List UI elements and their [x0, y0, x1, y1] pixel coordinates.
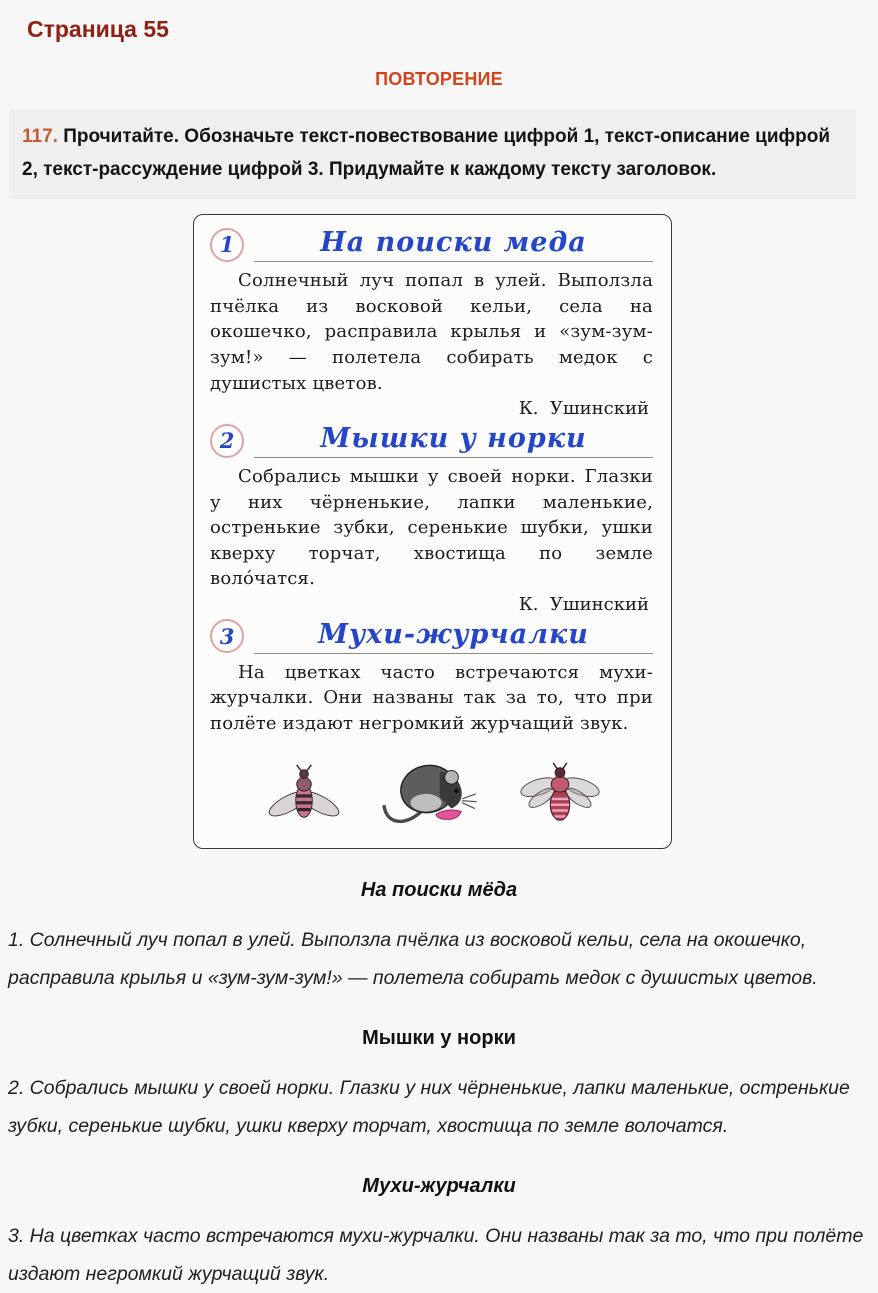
mouse-icon — [381, 750, 479, 834]
scan-author-1: К. Ушинский — [518, 398, 649, 420]
answer-heading-1: На поиски мёда — [360, 879, 518, 902]
textbook-scan-image — [193, 214, 672, 849]
scan-title-line — [254, 619, 653, 654]
scan-text-3 — [210, 619, 653, 737]
scan-text-2 — [210, 423, 653, 615]
answer-heading-2: Мышки у норки — [362, 1027, 516, 1050]
scan-author-2: К. Ушинский — [518, 593, 649, 615]
scan-body-3: На цветках часто встречаются мухи-журчалки. Они названы так за то, что при полёте издают негромкий журчащий звук. — [210, 661, 653, 734]
page-title: Страница 55 — [27, 16, 169, 42]
scan-title-2: Мышки у норки — [320, 423, 587, 455]
scan-text-2-head — [210, 423, 653, 458]
scan-text-1 — [210, 227, 653, 419]
answer-text-2: 2. Собрались мышки у своей норки. Глазки у них чёрненькие, лапки маленькие, остренькие зубки, серенькие шубки, ушки кверху торчат, хвостища по земле волочатся. — [8, 1077, 850, 1137]
answer-heading-3: Мухи-журчалки — [362, 1175, 516, 1198]
circled-number-3: 3 — [210, 619, 244, 653]
circled-number-1: 1 — [210, 228, 244, 262]
hoverfly-icon — [268, 760, 340, 834]
scan-title-1: На поиски меда — [320, 227, 587, 259]
answer-text-3: 3. На цветках часто встречаются мухи-журчалки. Они названы так за то, что при полёте издают негромкий журчащий звук. — [8, 1225, 864, 1285]
answer-text-1: 1. Солнечный луч попал в улей. Выползла пчёлка из восковой кельи, села на окошечко, расправила крылья и «зум-зум-зум!» — полетела собирать медок с душистых цветов. — [8, 929, 818, 989]
task-box — [9, 110, 856, 199]
answers-section — [0, 879, 878, 1293]
scan-text-1-head — [210, 227, 653, 262]
task-text: Прочитайте. Обозначьте текст-повествование цифрой 1, текст-описание цифрой 2, текст-рассуждение цифрой 3. Придумайте к каждому тексту заголовок. — [22, 126, 831, 180]
scan-body-2: Собрались мышки у своей норки. Глазки у них чёрненькие, лапки маленькие, остренькие зубки, серенькие шубки, ушки кверху торчат, хвостища по земле воло́чатся. — [210, 466, 653, 590]
section-heading: ПОВТОРЕНИЕ — [375, 69, 503, 89]
scan-title-line — [254, 227, 653, 262]
scan-text-3-head — [210, 619, 653, 654]
bee-icon — [519, 758, 601, 834]
task-number: 117. — [22, 126, 58, 147]
circled-number-2: 2 — [210, 424, 244, 458]
scan-body-1: Солнечный луч попал в улей. Выползла пчёлка из восковой кельи, села на окошечко, расправила крылья и «зум-зум-зум!» — полетела собирать медок с душистых цветов. — [210, 270, 653, 394]
scan-title-3: Мухи-журчалки — [318, 618, 589, 650]
scan-title-line — [254, 423, 653, 458]
scan-illustrations-row — [210, 740, 653, 842]
